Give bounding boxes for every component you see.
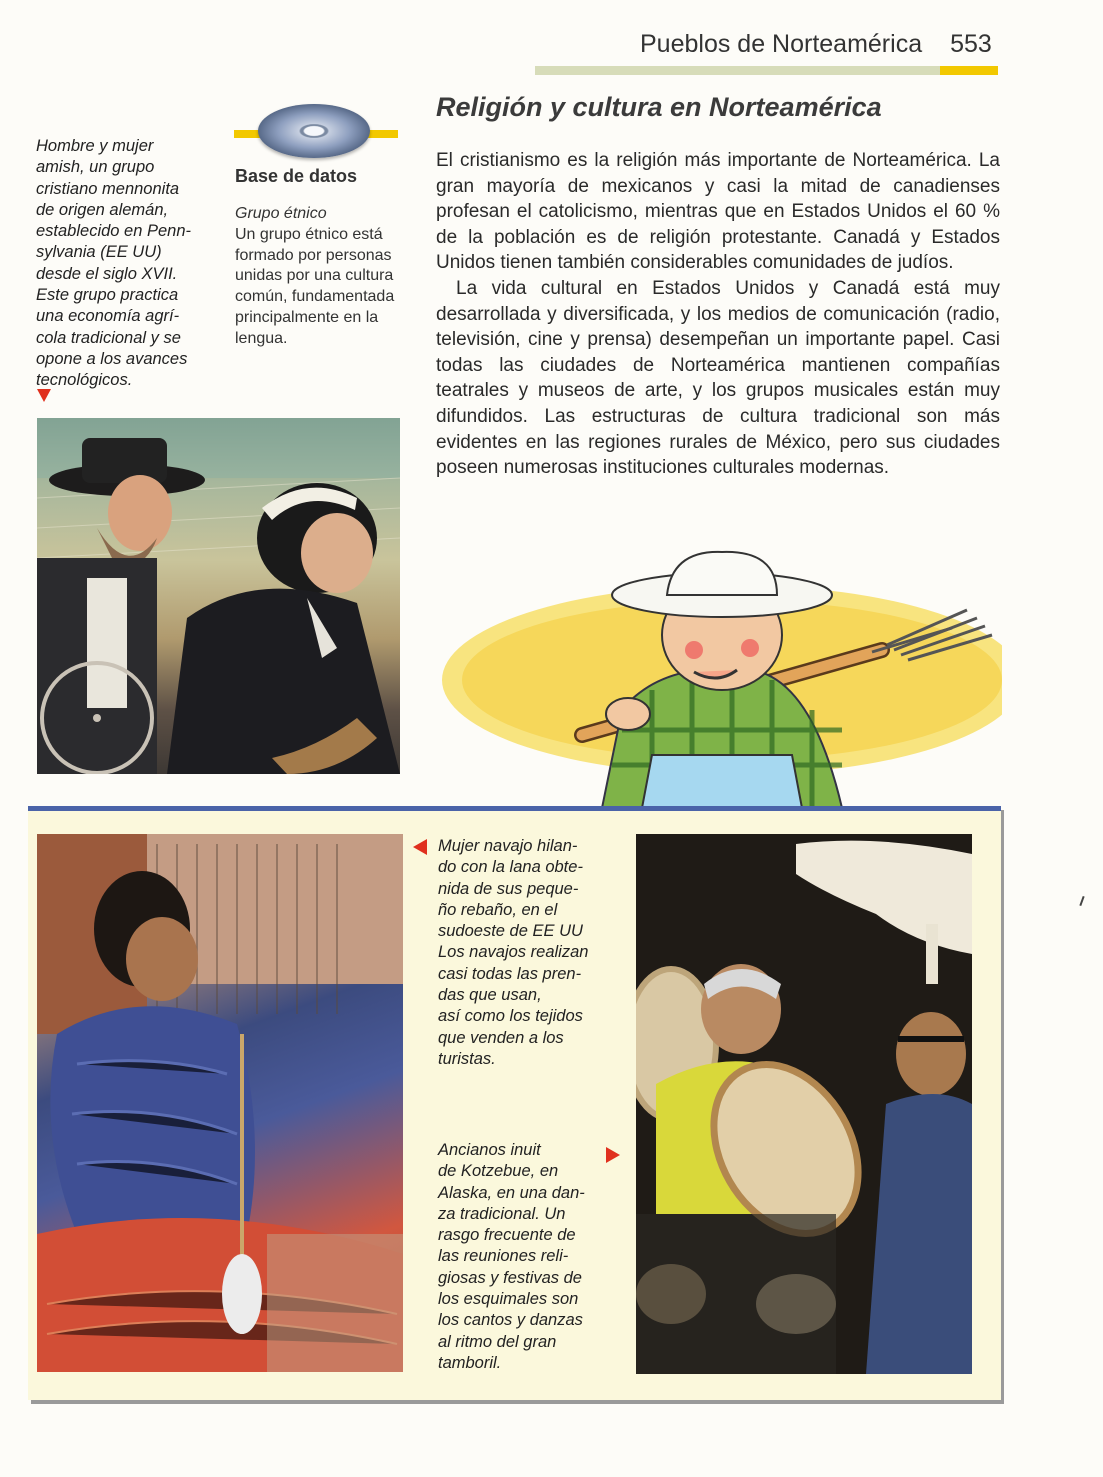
caption-line: sylvania (EE UU) [36, 243, 162, 262]
cd-disc-icon [258, 104, 370, 158]
caption-line: al ritmo del gran [438, 1332, 557, 1351]
caption-line: nida de sus peque- [438, 879, 579, 898]
farmer-illustration [432, 540, 1002, 808]
header-accent-bar [940, 66, 998, 75]
caption-line: las reuniones reli- [438, 1247, 569, 1266]
caption-line: amish, un grupo [36, 158, 155, 177]
arrow-left-icon [413, 839, 427, 855]
page-number: 553 [950, 30, 992, 58]
database-title: Base de datos [235, 166, 358, 186]
caption-line: tamboril. [438, 1353, 502, 1372]
amish-caption [36, 136, 206, 392]
database-term: Grupo étnico [235, 205, 327, 222]
caption-line: Ancianos inuit [438, 1141, 541, 1159]
arrow-right-icon [606, 1147, 620, 1163]
paragraph-religion: El cristianismo es la religión más importante de Norteamérica. La gran mayoría de mexicanos y casi la mitad de canadienses profesan el catolicismo, mientras que en Estados Unidos el 60 % de la población es de religión protestante. Canadá y Estados Unidos tienen también considerables comunidades de judíos. [436, 150, 1000, 274]
navajo-photo-illustration [37, 834, 403, 1372]
caption-line: das que usan, [438, 986, 542, 1005]
caption-line: sudoeste de EE UU [438, 922, 583, 941]
header-rule [535, 66, 998, 75]
caption-line: Alaska, en una dan- [438, 1183, 585, 1202]
inuit-elders-photo [636, 834, 972, 1374]
caption-line: za tradicional. Un [438, 1204, 566, 1223]
caption-line: desde el siglo XVII. [36, 264, 178, 283]
caption-line: rasgo frecuente de [438, 1226, 576, 1245]
amish-couple-photo [37, 418, 400, 774]
caption-line: de Kotzebue, en [438, 1162, 559, 1181]
caption-line: turistas. [438, 1049, 496, 1068]
caption-line: casi todas las pren- [438, 964, 582, 983]
paragraph-culture: La vida cultural en Estados Unidos y Canadá está muy desarrollada y diversificada, y los medios de comunicación (radio, televisión, cine y prensa) desempeñan un importante papel. Casi todas las ciudades de Norteamérica mantienen compañías teatrales y museos de arte, y los grupos musicales están muy difundidos. Las estructuras de cultura tradicional son más evidentes en las regiones rurales de México, pero sus ciudades poseen numerosas instituciones culturales modernas. [436, 277, 1000, 479]
caption-line: Este grupo practica [36, 286, 179, 305]
caption-line: ño rebaño, en el [438, 900, 558, 919]
caption-line: giosas y festivas de [438, 1268, 582, 1287]
caption-line: tecnológicos. [36, 371, 133, 390]
inuit-photo-illustration [636, 834, 972, 1374]
scan-mark [1079, 896, 1084, 906]
caption-line: cristiano mennonita [36, 179, 180, 198]
arrow-down-icon [37, 389, 51, 402]
caption-line: los esquimales son [438, 1290, 579, 1309]
navajo-woman-photo [37, 834, 403, 1372]
caption-line: do con la lana obte- [438, 858, 583, 877]
section-name: Pueblos de Norteamérica [640, 30, 923, 58]
caption-line: opone a los avances [36, 349, 188, 368]
caption-line: que venden a los [438, 1028, 564, 1047]
database-definition: Un grupo étnico está formado por personas unidas por una cultura común, fundamentada principalmente en la lengua. [235, 225, 395, 347]
farmer-cartoon [432, 540, 1002, 808]
navajo-caption [438, 836, 598, 1070]
caption-line: una economía agrí- [36, 307, 180, 326]
caption-line: cola tradicional y se [36, 328, 181, 347]
running-head [640, 30, 992, 59]
caption-line: así como los tejidos [438, 1007, 583, 1026]
section-title: Religión y cultura en Norteamérica [436, 92, 882, 122]
caption-line: Hombre y mujer [36, 137, 154, 155]
caption-line: Los navajos realizan [438, 943, 589, 962]
caption-line: los cantos y danzas [438, 1311, 583, 1330]
caption-line: de origen alemán, [36, 200, 169, 219]
inuit-caption [438, 1140, 598, 1374]
database-definition-block [235, 204, 395, 350]
body-text [436, 148, 1000, 481]
amish-photo-illustration [37, 418, 400, 774]
caption-line: establecido en Penn- [36, 222, 192, 241]
caption-line: Mujer navajo hilan- [438, 837, 578, 855]
